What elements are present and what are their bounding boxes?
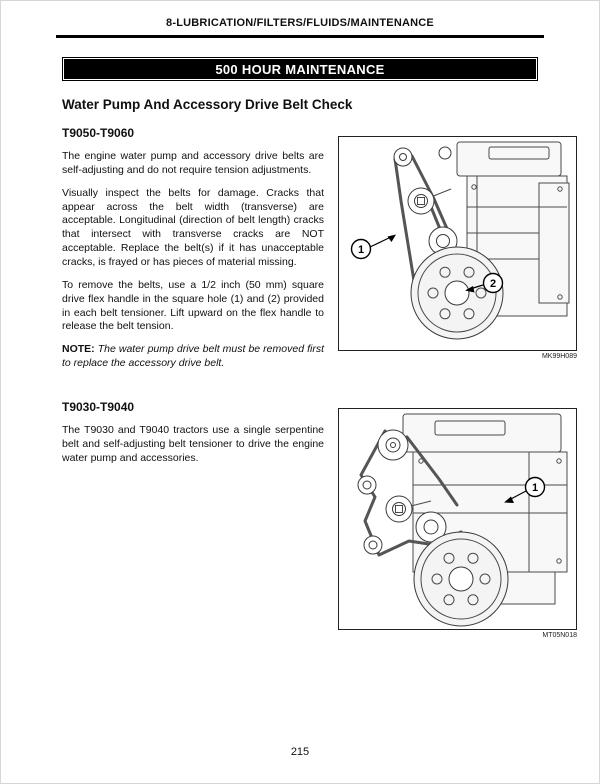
callout-1	[352, 235, 397, 259]
section-banner: 500 HOUR MAINTENANCE	[62, 57, 538, 81]
section1-paragraph-2: Visually inspect the belts for damage. Cracks that appear across the belt width (transverse) are acceptable. Longitudinal (direction of belt length) cracks that intersect with transverse cracks are NOT acceptable. Replace the belt(s) if it has unacceptable cracks, is frayed or has pieces of material missing.	[62, 186, 324, 269]
note-label: NOTE:	[62, 343, 95, 356]
figure-serpentine-belt	[338, 408, 577, 630]
section2-heading: T9030-T9040	[62, 400, 135, 415]
engine-belt-illustration-1	[339, 137, 576, 350]
figure-belt-tensioners	[338, 136, 577, 351]
section-t9030-t9040	[62, 398, 577, 639]
section1-paragraph-3: To remove the belts, use a 1/2 inch (50 mm) square drive flex handle in the square hole (1) and (2) provided in each belt tensioner. Lift upward on the flex handle to release the belt tension.	[62, 278, 324, 333]
callout-1-fig2-number: 1	[531, 482, 539, 495]
callout-1-number: 1	[357, 244, 365, 256]
figure2-caption: MT05N018	[542, 632, 577, 640]
running-header: 8-LUBRICATION/FILTERS/FLUIDS/MAINTENANCE	[166, 17, 434, 29]
section1-text-column	[62, 124, 324, 380]
section2-text-column	[62, 398, 324, 639]
figure1-caption: MK99H089	[541, 353, 577, 360]
section2-paragraph-1: The T9030 and T9040 tractors use a single serpentine belt and self-adjusting belt tensioner to drive the engine water pump and accessories.	[62, 424, 324, 464]
note-text: The water pump drive belt must be removed first to replace the accessory drive belt.	[62, 343, 324, 370]
section1-note	[62, 343, 324, 371]
page-title: Water Pump And Accessory Drive Belt Check	[62, 97, 353, 112]
header-rule	[56, 35, 544, 38]
page-number: 215	[290, 746, 310, 758]
section1-heading: T9050-T9060	[62, 126, 135, 140]
section-t9050-t9060	[62, 124, 577, 380]
section1-paragraph-1: The engine water pump and accessory drive belts are self-adjusting and do not require tension adjustments.	[62, 150, 324, 176]
callout-2-number: 2	[489, 278, 497, 290]
engine-belt-illustration-2	[339, 409, 576, 629]
section1-figure-column	[338, 124, 577, 380]
section2-figure-column	[338, 398, 577, 639]
